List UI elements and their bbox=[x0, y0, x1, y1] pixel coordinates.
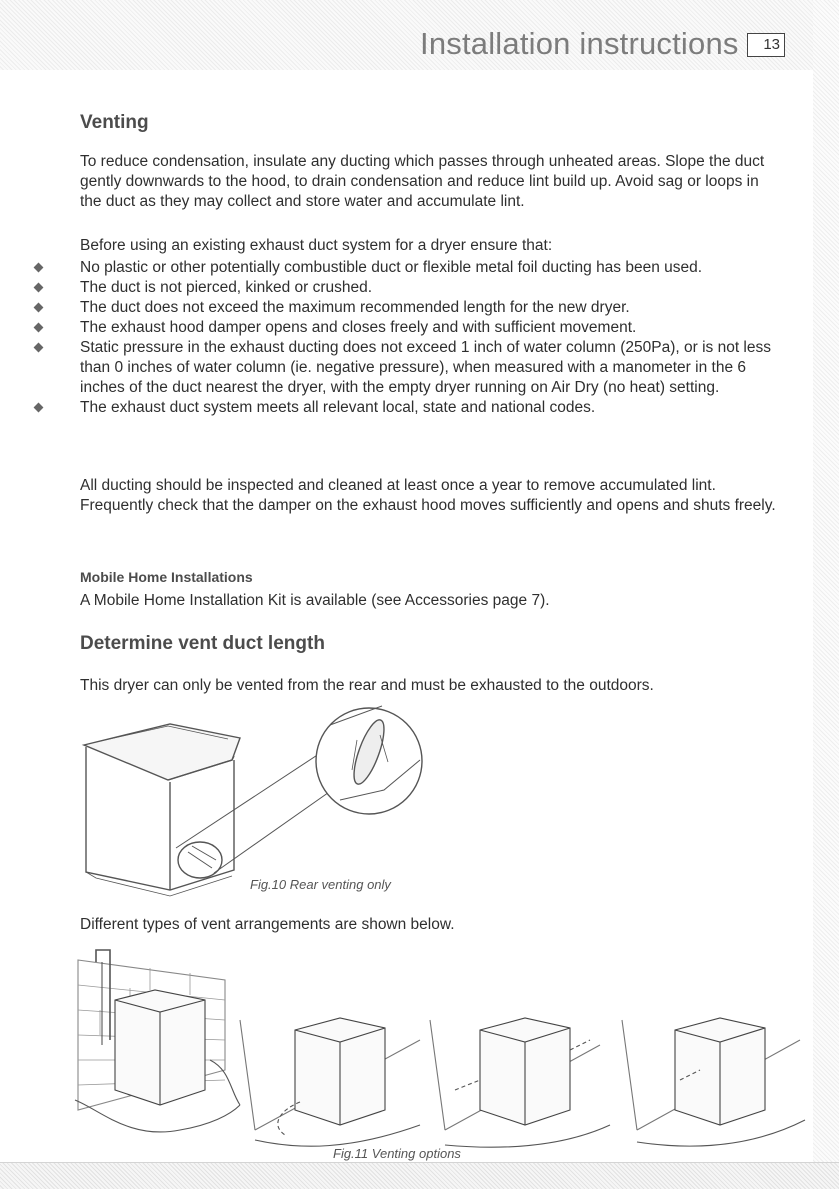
section-heading-duct-length: Determine vent duct length bbox=[80, 633, 325, 654]
list-item-text: No plastic or other potentially combustible duct or flexible metal foil ducting has been used. bbox=[80, 259, 703, 276]
list-item bbox=[32, 298, 782, 318]
bullet-icon bbox=[34, 403, 44, 413]
page-title: Installation instructions bbox=[420, 26, 739, 61]
right-texture-band bbox=[813, 0, 839, 1189]
list-item bbox=[32, 278, 782, 298]
list-item bbox=[32, 318, 782, 338]
fig11-caption: Fig.11 Venting options bbox=[333, 1146, 461, 1161]
fig10-caption: Fig.10 Rear venting only bbox=[250, 877, 391, 892]
list-item bbox=[32, 398, 782, 418]
list-item-text: The exhaust duct system meets all relevant local, state and national codes. bbox=[80, 399, 596, 416]
mobile-home-paragraph: A Mobile Home Installation Kit is available (see Accessories page 7). bbox=[80, 592, 550, 609]
list-item bbox=[32, 258, 782, 278]
page-number: 13 bbox=[747, 33, 785, 57]
list-item-text: The duct is not pierced, kinked or crushed. bbox=[80, 279, 373, 296]
bullet-icon bbox=[34, 263, 44, 273]
duct-checklist bbox=[32, 258, 782, 418]
inspection-paragraph: All ducting should be inspected and cleaned at least once a year to remove accumulated lint. Frequently check that the damper on the exhaust hood moves sufficiently and opens and shuts freely. bbox=[80, 477, 776, 514]
section-heading-mobile-home: Mobile Home Installations bbox=[80, 569, 253, 585]
bullet-icon bbox=[34, 343, 44, 353]
section-heading-venting: Venting bbox=[80, 112, 149, 133]
venting-before-paragraph: Before using an existing exhaust duct system for a dryer ensure that: bbox=[80, 237, 553, 254]
list-item bbox=[32, 338, 782, 398]
list-item-text: Static pressure in the exhaust ducting does not exceed 1 inch of water column (250Pa), or is not less than 0 inches of water column (ie. negative pressure), when measured with a manometer in the 6 inches of the duct nearest the dryer, with the empty dryer running on Air Dry (no heat) setting. bbox=[80, 339, 771, 396]
list-item-text: The exhaust hood damper opens and closes freely and with sufficient movement. bbox=[80, 319, 637, 336]
bullet-icon bbox=[34, 323, 44, 333]
duct-length-paragraph: This dryer can only be vented from the rear and must be exhausted to the outdoors. bbox=[80, 677, 654, 694]
arrangements-paragraph: Different types of vent arrangements are shown below. bbox=[80, 916, 455, 933]
bottom-texture-band bbox=[0, 1162, 839, 1189]
list-item-text: The duct does not exceed the maximum recommended length for the new dryer. bbox=[80, 299, 630, 316]
venting-intro-paragraph: To reduce condensation, insulate any ducting which passes through unheated areas. Slope the duct gently downwards to the hood, to drain condensation and reduce lint build up. Avoid sag or loops in the duct as they may collect and store water and accumulate lint. bbox=[80, 153, 765, 210]
bullet-icon bbox=[34, 303, 44, 313]
bullet-icon bbox=[34, 283, 44, 293]
